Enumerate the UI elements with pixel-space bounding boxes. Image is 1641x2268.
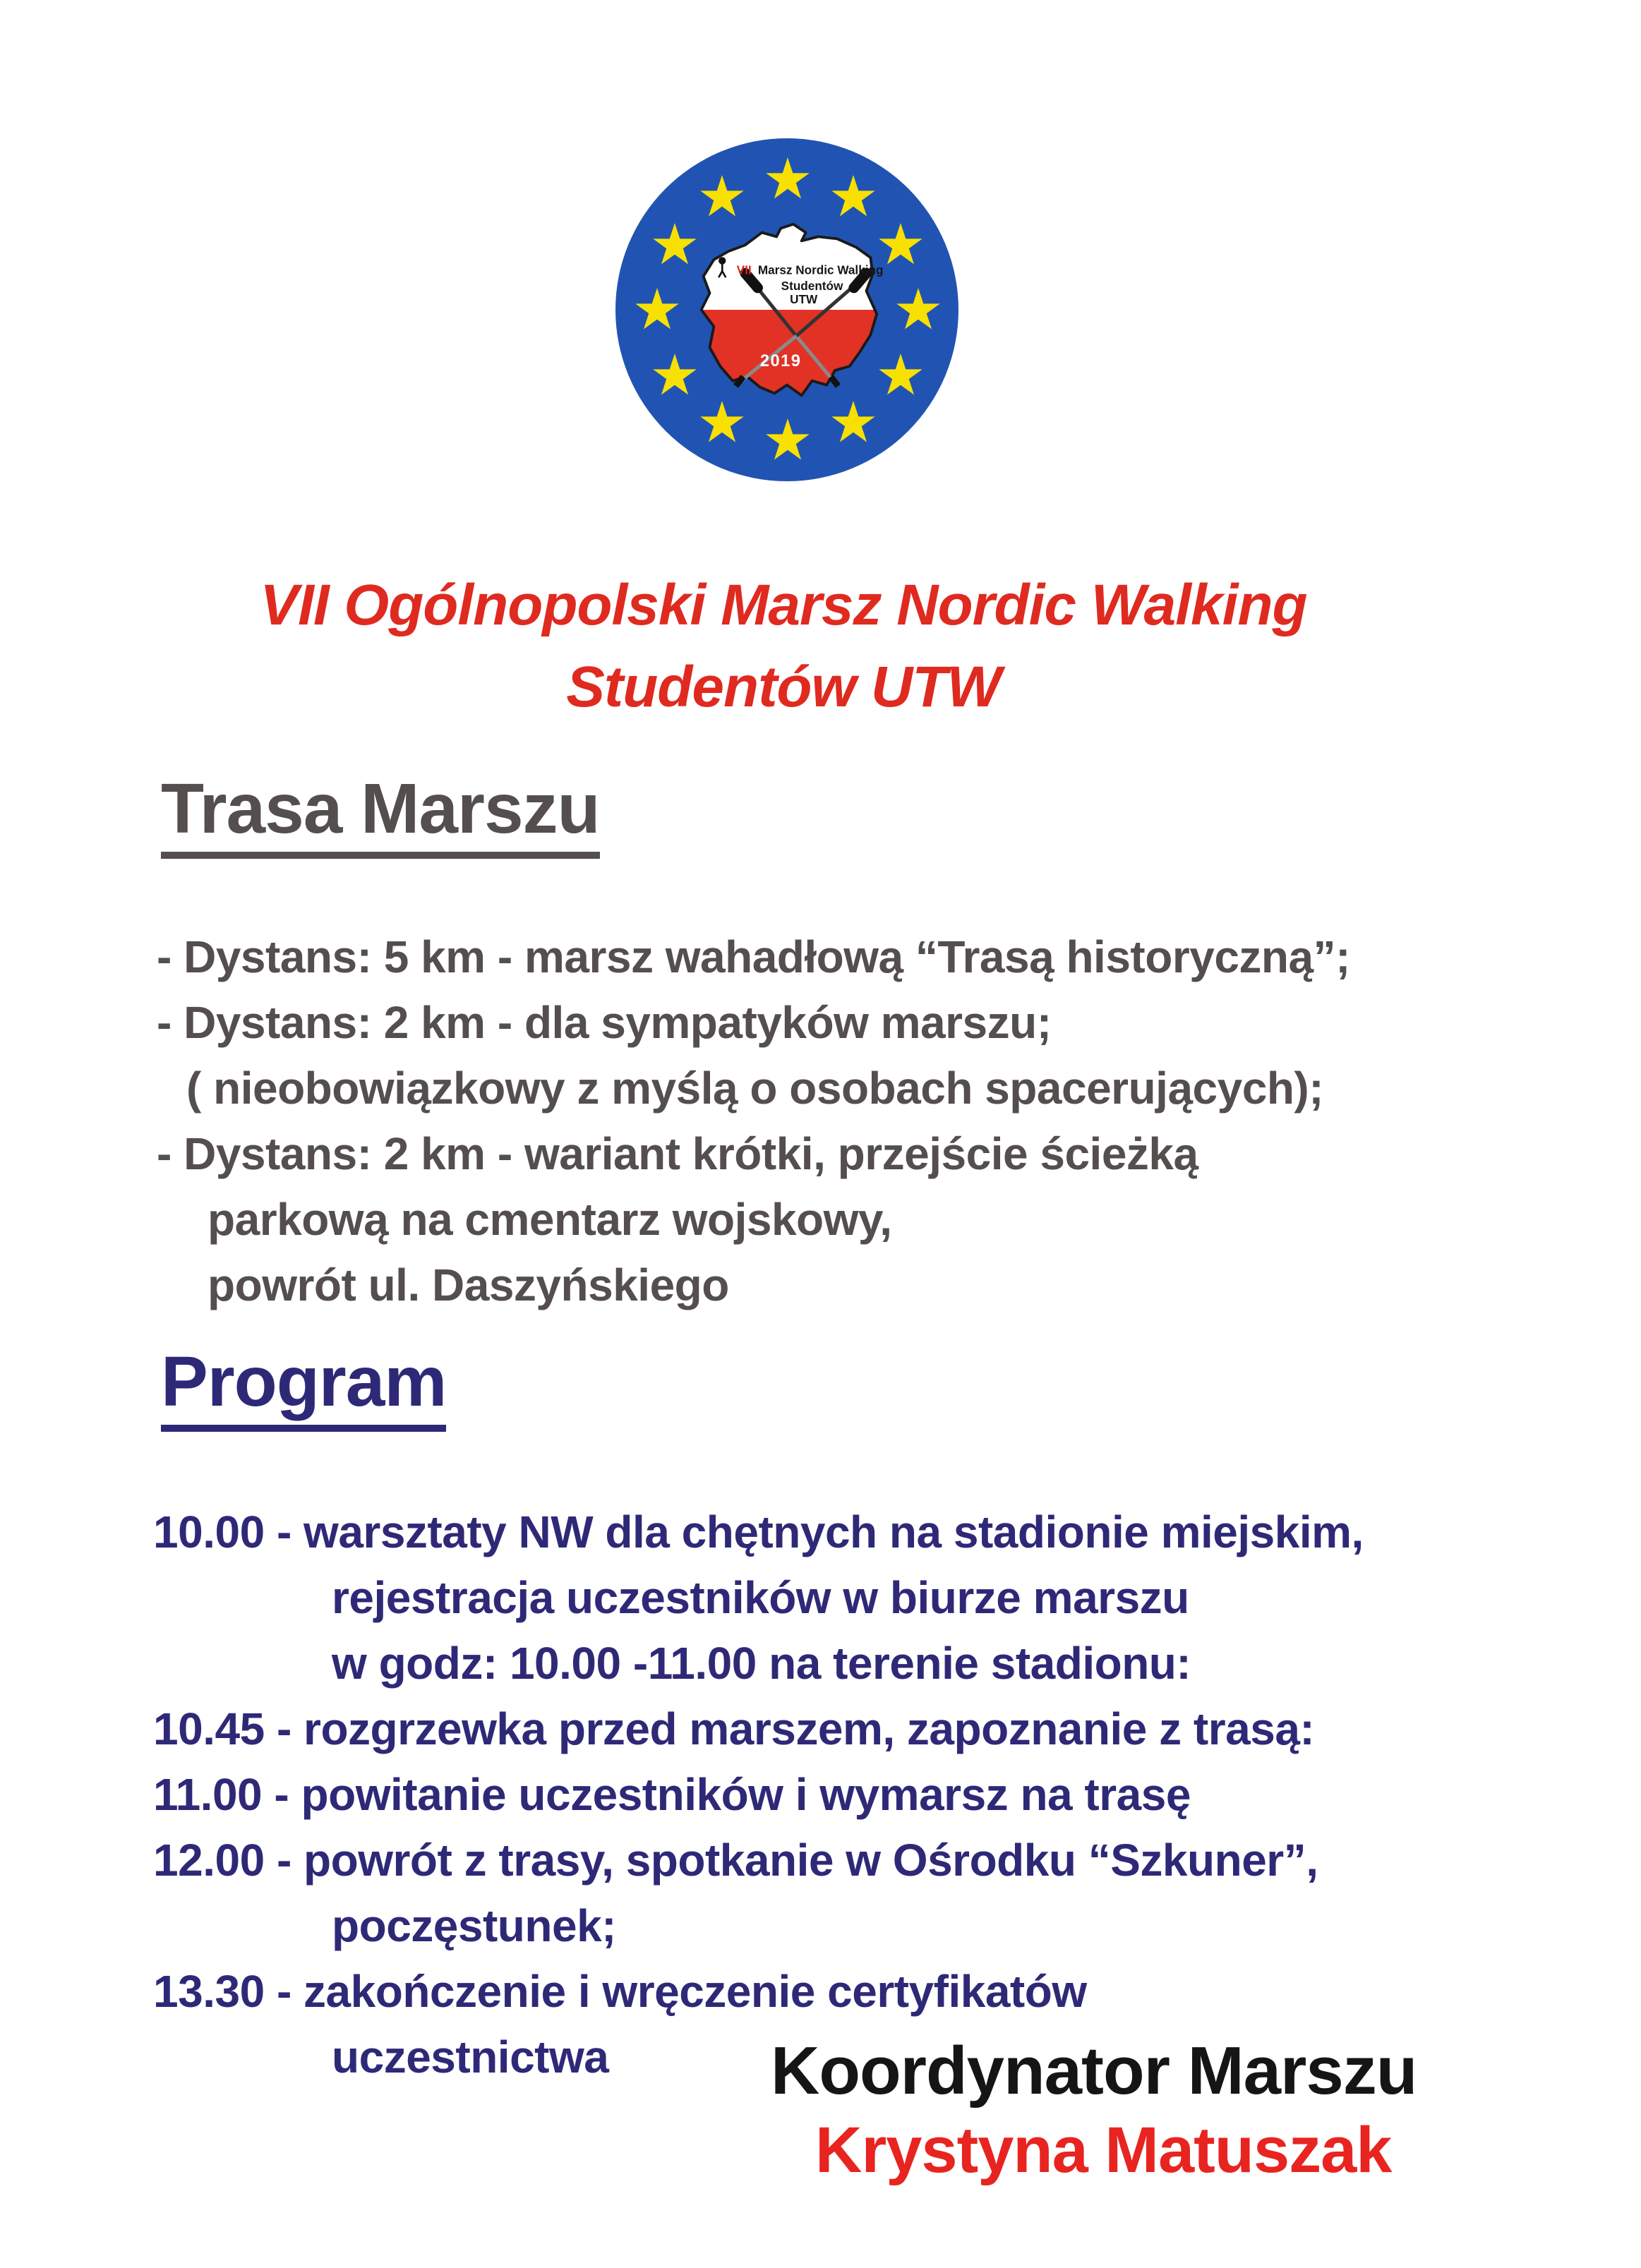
- program-block: [153, 1500, 1364, 2090]
- poster-title-line1: VII Ogólnopolski Marsz Nordic Walking: [260, 573, 1307, 637]
- eu-star-icon: ★: [875, 212, 926, 277]
- coordinator-name: Krystyna Matuszak: [815, 2114, 1392, 2186]
- eu-star-icon: ★: [828, 164, 879, 229]
- eu-star-icon: ★: [893, 277, 944, 342]
- route-line: parkową na cmentarz wojskowy,: [208, 1194, 892, 1245]
- route-line: - Dystans: 5 km - marsz wahadłową “Trasą historyczną”;: [157, 931, 1350, 982]
- program-line: 10.45 - rozgrzewka przed marszem, zapoznanie z trasą:: [153, 1703, 1315, 1754]
- eu-star-icon: ★: [649, 212, 700, 277]
- program-line: w godz: 10.00 -11.00 na terenie stadionu:: [332, 1638, 1191, 1689]
- program-line: 12.00 - powrót z trasy, spotkanie w Ośrodku “Szkuner”,: [153, 1835, 1318, 1886]
- program-line: 10.00 - warsztaty NW dla chętnych na stadionie miejskim,: [153, 1507, 1364, 1557]
- program-heading: Program: [161, 1345, 446, 1432]
- route-line: powrót ul. Daszyńskiego: [208, 1260, 729, 1310]
- route-heading: Trasa Marszu: [161, 772, 600, 859]
- route-line: - Dystans: 2 km - dla sympatyków marszu;: [157, 997, 1052, 1048]
- event-logo: [615, 138, 958, 481]
- logo-title-text: Marsz Nordic Walking: [757, 263, 884, 277]
- logo-title-numeral: VII: [736, 263, 752, 277]
- route-line: ( nieobowiązkowy z myślą o osobach spacerujących);: [186, 1063, 1324, 1114]
- program-line: poczęstunek;: [332, 1900, 616, 1951]
- route-block: [157, 924, 1350, 1318]
- program-line: 11.00 - powitanie uczestników i wymarsz na trasę: [153, 1769, 1191, 1820]
- eu-star-icon: ★: [828, 390, 879, 455]
- poster-title-line2: Studentów UTW: [566, 655, 1001, 719]
- logo-title-line2: Studentów: [781, 278, 843, 293]
- logo-title-line3: UTW: [790, 292, 818, 307]
- eu-star-icon: ★: [649, 342, 700, 408]
- poland-map: [678, 205, 896, 414]
- poster-title: [0, 565, 1567, 728]
- logo-year: 2019: [759, 351, 802, 370]
- eu-star-icon: ★: [697, 164, 747, 229]
- program-line: uczestnictwa: [332, 2032, 609, 2082]
- program-line: rejestracja uczestników w biurze marszu: [332, 1572, 1189, 1623]
- coordinator-label: Koordynator Marszu: [771, 2033, 1417, 2109]
- program-line: 13.30 - zakończenie i wręczenie certyfikatów: [153, 1966, 1087, 2017]
- eu-star-icon: ★: [875, 342, 926, 408]
- eu-star-icon: ★: [762, 146, 813, 212]
- route-line: - Dystans: 2 km - wariant krótki, przejście ścieżką: [157, 1128, 1198, 1179]
- eu-star-icon: ★: [762, 407, 813, 473]
- eu-star-icon: ★: [632, 277, 683, 342]
- eu-star-icon: ★: [697, 390, 747, 455]
- logo-title-line1: [737, 263, 884, 277]
